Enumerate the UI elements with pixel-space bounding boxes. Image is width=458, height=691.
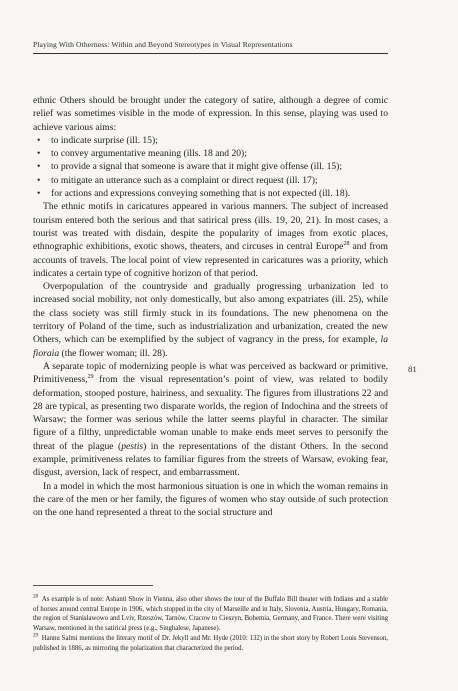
footnotes: [33, 595, 388, 655]
paragraph-2-text-a: The ethnic motifs in caricatures appeared in various manners. The subject of increased tourism entered both the serious and that satirical press (ills. 19, 20, 21). In most cases, a tourist was treated with disdain, despite the popularity of images from exotic places, ethnographic exhibitions, exotic shows, theaters, and circuses in central Europe: [33, 201, 388, 253]
bullet-icon: •: [37, 134, 41, 146]
body-text: [33, 94, 388, 520]
list-item-text: to convey argumentative meaning (ills. 18 and 20);: [51, 148, 247, 160]
footnote-28-text: As example is of note: Ashanti Show in Vienna, also other shows the tour of the Buffalo Bill theater with Indians and a stable of horses around central Europe in 1906, which stopped in the city of Marseille and in Italy, Slovenia, Austria, Hungary, Romania, the region of Stanisławowo and Lviv, Rzeszów, Tarnów, Cracow to Cieszyn, Bohemia, Germany, and France. There were visiting Warsaw, mentioned in the satirical press (e.g., Singhalese, Japanese).: [33, 596, 389, 632]
running-head: Playing With Otherness: Within and Beyond Stereotypes in Visual Representations: [33, 40, 293, 49]
paragraph-4: [33, 360, 388, 480]
footnote-ref-29[interactable]: 29: [87, 374, 94, 381]
aims-list: [33, 134, 388, 200]
list-item-text: to indicate surprise (ill. 15);: [51, 134, 158, 146]
paragraph-4-text-c: ) in the representations of the distant Others. In the second example, primitiveness relates to familiar figures from the streets of Warsaw, evoking fear, disgust, aversion, lack of respect, and embarrassment.: [33, 440, 388, 479]
list-item: [33, 160, 388, 173]
bullet-icon: •: [37, 188, 41, 200]
list-item-text: for actions and expressions conveying something that is not expected (ill. 18).: [51, 188, 351, 200]
paragraph-5: In a model in which the most harmonious situation is one in which the woman remains in the care of the men or her family, the figures of women who stay outside of such protection on the one hand represented a threat to the social structure and: [33, 480, 388, 519]
bullet-icon: •: [37, 148, 41, 160]
paragraph-3-italic: la fioraia: [33, 334, 388, 359]
list-item: [33, 187, 388, 200]
paragraph-3-text-b: (the flower woman; ill. 28).: [59, 347, 168, 359]
paragraph-2-text-b: and from accounts of travels. The local point of view represented in caricatures was a priority, which indicates a certain type of cognitive horizon of that period.: [33, 241, 388, 279]
footnote-29-text: Hannu Salmi mentions the literary motif of Dr. Jekyll and Mr. Hyde (2010: 132) in the short story by Robert Louis Stevenson, published in 1886, as mirroring the polarization that characterized the period.: [33, 635, 388, 652]
paragraph-4-text-b: from the visual representation’s point of view, was related to bodily deformation, stooped posture, hairiness, and sexuality. The figures from illustrations 22 and 28 are typical, as presenting two disparate worlds, the region of Indochina and the streets of Warsaw; the former was serious while the latter seems playful in character. The similar figure of a filthy, unpredictable woman unable to make ends meet serves to personify the threat of the plague (: [33, 374, 388, 452]
page-number: 81: [408, 364, 417, 374]
list-item: [33, 174, 388, 187]
paragraph-1: ethnic Others should be brought under the category of satire, although a degree of comic relief was sometimes visible in the mode of expression. In this sense, playing was used to achieve various aims:: [33, 95, 388, 133]
footnote-ref-28[interactable]: 28: [343, 241, 350, 248]
list-item: [33, 134, 388, 147]
list-item: [33, 147, 388, 160]
bullet-icon: •: [37, 174, 41, 186]
paragraph-4-italic: pestis: [121, 440, 144, 452]
paragraph-3: [33, 280, 388, 360]
footnote-28-mark: 28: [33, 594, 38, 600]
bullet-icon: •: [37, 161, 41, 173]
header-rule: [33, 53, 388, 54]
footnote-28: [33, 595, 388, 633]
list-item-text: to mitigate an utterance such as a complaint or direct request (ill. 17);: [51, 174, 318, 186]
paragraph-3-text-a: Overpopulation of the countryside and gradually progressing urbanization led to increased social mobility, not only domestically, but also among expatriates (ill. 25), while the class society was still firmly stuck in its foundations. The new phenomena on the territory of Poland of the time, such as industrialization and urbanization, created the new Others, which can be exemplified by the subject of vagrancy in the press, for example,: [33, 281, 388, 346]
footnote-29-mark: 29: [33, 634, 38, 640]
footnote-rule: [33, 585, 153, 586]
list-item-text: to provide a signal that someone is aware that it might give offense (ill. 15);: [51, 161, 343, 173]
paragraph-4-text-a: A separate topic of modernizing people is what was perceived as backward or primitive. Primitiveness,: [33, 360, 388, 386]
footnote-29: [33, 634, 388, 653]
paragraph-2: [33, 200, 388, 280]
